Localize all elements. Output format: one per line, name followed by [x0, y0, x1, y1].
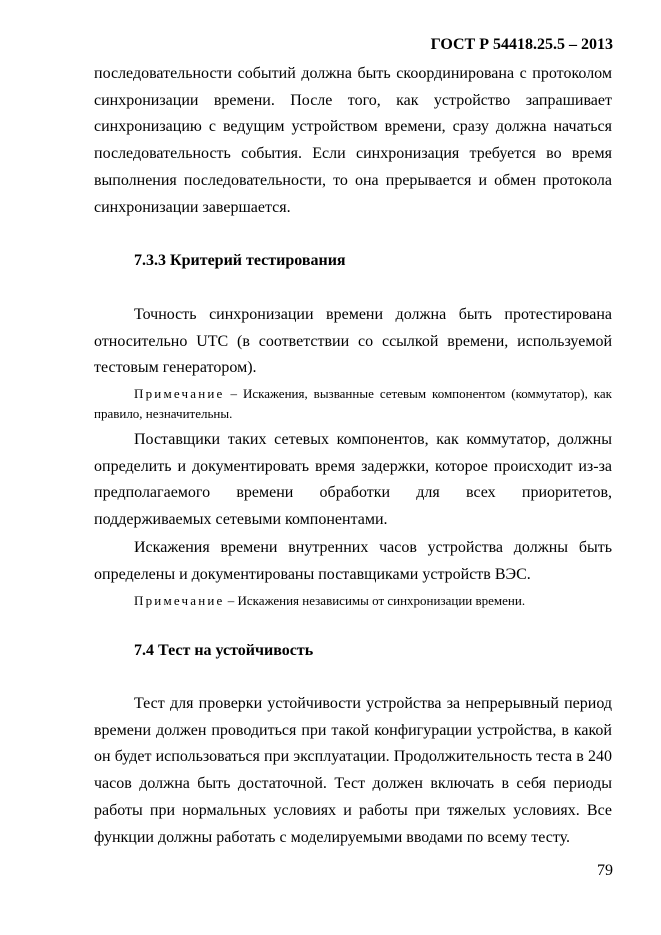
- paragraph-stability-test: Тест для проверки устойчивости устройства за непрерывный период времени должен проводиться при такой конфигурации устройства, в какой он будет использоваться при эксплуатации. Продолжительность теста в 240 часов должна быть достаточной. Тест должен включать в себя периоды работы при нормальных условиях и работы при тяжелых условиях. Все функции должны работать с моделируемыми вводами по всему тесту.: [94, 695, 612, 846]
- section-heading-7-3-3: 7.3.3 Критерий тестирования: [134, 252, 346, 269]
- note-1-text: – Искажения, вызванные сетевым компонентом (коммутатор), как правило, незначительны.: [94, 386, 612, 421]
- paragraph-accuracy: Точность синхронизации времени должна быть протестирована относительно UTC (в соответствии со ссылкой времени, используемой тестовым генератором).: [94, 306, 612, 377]
- note-2-label: Примечание: [134, 593, 225, 608]
- section-heading-7-4: 7.4 Тест на устойчивость: [134, 642, 314, 659]
- paragraph-clock-distortion: Искажения времени внутренних часов устройства должны быть определены и документированы поставщиками устройств ВЭС.: [94, 539, 612, 583]
- note-1-label: Примечание: [134, 386, 225, 401]
- document-header: ГОСТ Р 54418.25.5 – 2013: [430, 36, 613, 53]
- paragraph-suppliers: Поставщики таких сетевых компонентов, как коммутатор, должны определить и документировать время задержки, которое происходит из-за предполагаемого времени обработки для всех приоритетов, поддерживаемых сетевыми компонентами.: [94, 431, 612, 529]
- paragraph-sync-sequence: последовательности событий должна быть скоординирована с протоколом синхронизации времени. После того, как устройство запрашивает синхронизацию с ведущим устройством времени, сразу должна начаться последовательность события. Если синхронизация требуется во время выполнения последовательности, то она прерывается и обмен протокола синхронизации завершается.: [94, 65, 612, 216]
- note-2: [94, 591, 612, 611]
- page-number: 79: [597, 862, 613, 879]
- note-1: [94, 384, 612, 424]
- note-2-text: – Искажения независимы от синхронизации времени.: [224, 593, 526, 608]
